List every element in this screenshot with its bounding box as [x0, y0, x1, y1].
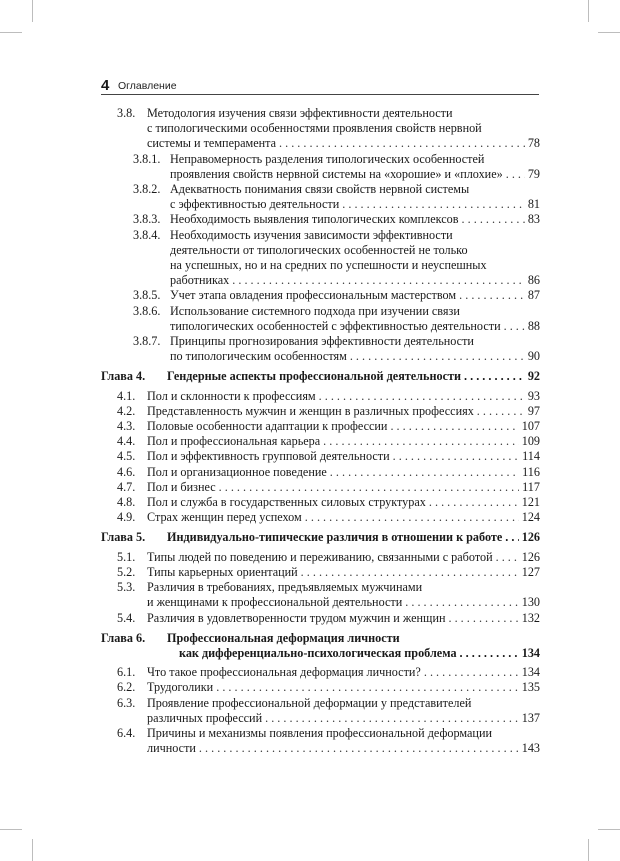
toc-entry-title-line: с типологическими особенностями проявления свойств нервной [147, 121, 482, 136]
toc-entry-number: 5.4. [117, 610, 136, 625]
toc-page-number: 92 [527, 369, 540, 384]
toc-entry-title: по типологическим особенностям [170, 349, 347, 364]
dot-leader [504, 319, 525, 334]
toc-entry-number: 6.1. [117, 665, 136, 680]
toc-entry-title: Пол и служба в государственных силовых структурах [147, 495, 426, 510]
dot-leader [448, 611, 518, 626]
toc-page-number: 127 [521, 564, 540, 579]
toc-entry-number: 4.6. [117, 464, 136, 479]
toc-entry-title-line: Методология изучения связи эффективности деятельности [147, 106, 453, 120]
toc-page-number: 121 [521, 495, 540, 510]
toc-entry-title-line: Принципы прогнозирования эффективности деятельности [170, 334, 474, 349]
toc-entry[interactable] [101, 680, 540, 695]
page-number: 4 [101, 77, 110, 94]
toc-entry-title-line: деятельности от типологических особенностей не только [170, 242, 468, 257]
toc-entry[interactable] [101, 434, 540, 449]
dot-leader [506, 167, 525, 182]
toc-entry-number: 3.8.7. [133, 334, 161, 349]
toc-entry-title-line: Адекватность понимания связи свойств нервной системы [170, 182, 470, 197]
toc-entry[interactable] [101, 449, 540, 464]
toc-entry[interactable] [101, 334, 540, 364]
dot-leader [505, 530, 518, 545]
toc-entry-title: различных профессий [147, 710, 263, 725]
crop-mark-bottom-left-h [0, 829, 22, 830]
toc-chapter[interactable] [101, 369, 540, 384]
toc-entry-number: 6.4. [117, 725, 136, 740]
toc-entry-title: Гендерные аспекты профессиональной деятельности [167, 369, 461, 384]
toc-entry[interactable] [101, 611, 540, 626]
dot-leader [496, 550, 519, 565]
dot-leader [330, 465, 519, 480]
toc-entry-title: Необходимость выявления типологических комплексов [170, 212, 459, 227]
toc-entry-title: Пол и бизнес [147, 479, 216, 494]
toc-entry-number: 5.1. [117, 549, 136, 564]
toc-page-number: 117 [522, 479, 540, 494]
toc-entry[interactable] [101, 480, 540, 495]
toc-entry-title: системы и темперамента [147, 136, 277, 151]
dot-leader [350, 349, 525, 364]
toc-page-number: 130 [521, 595, 540, 610]
toc-entry-number: 5.2. [117, 564, 136, 579]
toc-entry-title: как дифференциально-психологическая проблема [179, 645, 457, 660]
toc-entry-title: Пол и эффективность групповой деятельности [147, 449, 390, 464]
toc-entry-title: Учет этапа овладения профессиональным мастерством [170, 288, 457, 303]
toc-entry-number: 4.9. [117, 510, 136, 525]
toc-page-number: 114 [522, 449, 540, 464]
crop-mark-top-right-v [588, 0, 589, 22]
toc-entry[interactable] [101, 288, 540, 303]
toc-entry[interactable] [101, 665, 540, 680]
toc-entry-title: Половые особенности адаптации к профессии [147, 419, 388, 434]
toc-page-number: 83 [527, 212, 540, 227]
crop-mark-top-left-h [0, 32, 22, 33]
toc-entry[interactable] [101, 152, 540, 182]
dot-leader [393, 449, 520, 464]
toc-entry-title: и женщинами к профессиональной деятельности [147, 595, 403, 610]
toc-entry-title-line: Профессиональная деформация личности [167, 630, 400, 645]
toc-entry-title: Типы карьерных ориентаций [147, 564, 298, 579]
toc-entry[interactable] [101, 726, 540, 756]
toc-entry-number: 3.8.5. [133, 288, 161, 303]
toc-entry[interactable] [101, 419, 540, 434]
toc-page-number: 124 [521, 510, 540, 525]
toc-entry[interactable] [101, 495, 540, 510]
toc-page-number: 126 [521, 530, 540, 545]
crop-mark-bottom-left-v [32, 839, 33, 861]
toc-entry-title: Страх женщин перед успехом [147, 510, 302, 525]
toc-page-number: 90 [527, 349, 540, 364]
dot-leader [459, 288, 525, 303]
toc-page-number: 109 [521, 434, 540, 449]
toc-page-number: 134 [521, 665, 540, 680]
toc-entry-number: 4.8. [117, 495, 136, 510]
toc-page-number: 143 [521, 741, 540, 756]
toc-entry[interactable] [101, 580, 540, 610]
toc-entry[interactable] [101, 465, 540, 480]
toc-entry-title: личности [147, 741, 196, 756]
toc-chapter[interactable] [101, 530, 540, 545]
toc-entry-number: 3.8. [117, 106, 136, 120]
toc-entry-title: Пол и организационное поведение [147, 464, 327, 479]
toc-entry-number: 6.3. [117, 695, 136, 710]
toc-entry-number: 3.8.6. [133, 303, 161, 318]
dot-leader [219, 480, 520, 495]
dot-leader [424, 665, 519, 680]
dot-leader [301, 565, 519, 580]
toc-entry-title: проявления свойств нервной системы на «хорошие» и «плохие» [170, 166, 503, 181]
toc-page-number: 134 [521, 645, 540, 660]
toc-page-number: 81 [527, 197, 540, 212]
toc-entry-title: работниках [170, 273, 230, 288]
toc-entry-number: Глава 4. [101, 369, 146, 384]
crop-mark-top-right-h [598, 32, 620, 33]
toc-entry-number: 4.3. [117, 419, 136, 434]
toc-entry-number: 4.1. [117, 388, 136, 403]
toc-entry-title-line: Необходимость изучения зависимости эффективности [170, 227, 453, 242]
toc-page-number: 132 [521, 610, 540, 625]
crop-mark-bottom-right-v [588, 839, 589, 861]
table-of-contents [101, 106, 540, 756]
toc-chapter[interactable] [101, 631, 540, 661]
toc-entry-number: 4.7. [117, 479, 136, 494]
toc-entry-title: Что такое профессиональная деформация личности? [147, 665, 421, 680]
toc-entry-number: 3.8.3. [133, 212, 161, 227]
dot-leader [464, 369, 525, 384]
toc-entry-number: Глава 6. [101, 630, 146, 645]
toc-page-number: 107 [521, 419, 540, 434]
running-header [101, 79, 539, 93]
toc-entry-title: Пол и профессиональная карьера [147, 434, 321, 449]
toc-entry[interactable] [101, 696, 540, 726]
toc-entry-title-line: на успешных, но и на средних по успешности и неуспешных [170, 258, 487, 273]
toc-page-number: 79 [527, 166, 540, 181]
toc-entry[interactable] [101, 550, 540, 565]
toc-entry-title: Трудоголики [147, 680, 214, 695]
dot-leader [462, 212, 525, 227]
dot-leader [342, 197, 525, 212]
toc-entry-title: Индивидуально-типические различия в отношении к работе [167, 530, 503, 545]
dot-leader [319, 389, 525, 404]
toc-entry[interactable] [101, 389, 540, 404]
toc-entry-title-line: Различия в требованиях, предъявляемых мужчинами [147, 580, 423, 595]
dot-leader [477, 404, 525, 419]
toc-entry[interactable] [101, 182, 540, 212]
toc-entry-title: Типы людей по поведению и переживанию, связанными с работой [147, 549, 493, 564]
dot-leader [279, 136, 525, 151]
toc-entry-number: 4.2. [117, 403, 136, 418]
toc-entry-number: 3.8.4. [133, 227, 161, 242]
dot-leader [199, 741, 519, 756]
dot-leader [405, 595, 518, 610]
dot-leader [305, 510, 519, 525]
toc-entry-title-line: Неправомерность разделения типологических особенностей [170, 151, 485, 166]
dot-leader [460, 646, 519, 661]
toc-entry-title: с эффективностью деятельности [170, 197, 340, 212]
toc-page-number: 137 [521, 710, 540, 725]
toc-entry-title-line: Проявление профессиональной деформации у представителей [147, 695, 472, 710]
dot-leader [265, 711, 519, 726]
toc-entry-title: Различия в удовлетворенности трудом мужчин и женщин [147, 610, 446, 625]
toc-page-number: 78 [527, 136, 540, 151]
toc-entry-title-line: Причины и механизмы появления профессиональной деформации [147, 725, 492, 740]
toc-page-number: 97 [527, 403, 540, 418]
toc-entry-number: 6.2. [117, 680, 136, 695]
toc-entry[interactable] [101, 304, 540, 334]
toc-entry-number: 5.3. [117, 580, 136, 595]
dot-leader [323, 434, 519, 449]
running-title: Оглавление [118, 80, 177, 92]
toc-entry[interactable] [101, 212, 540, 227]
toc-entry-number: 4.4. [117, 434, 136, 449]
toc-entry[interactable] [101, 510, 540, 525]
toc-page-number: 93 [527, 388, 540, 403]
toc-entry-title: Представленность мужчин и женщин в различных профессиях [147, 403, 474, 418]
toc-entry[interactable] [101, 404, 540, 419]
toc-entry[interactable] [101, 228, 540, 289]
toc-page-number: 88 [527, 318, 540, 333]
toc-entry[interactable] [101, 106, 540, 152]
toc-entry-number: Глава 5. [101, 530, 146, 545]
dot-leader [232, 273, 525, 288]
dot-leader [216, 680, 519, 695]
toc-page-number: 135 [521, 680, 540, 695]
toc-page-number: 126 [521, 549, 540, 564]
crop-mark-bottom-right-h [598, 829, 620, 830]
header-rule [101, 94, 539, 95]
toc-entry-title: типологических особенностей с эффективностью деятельности [170, 318, 501, 333]
crop-mark-top-left-v [32, 0, 33, 22]
toc-page-number: 116 [522, 464, 540, 479]
dot-leader [429, 495, 519, 510]
toc-entry-number: 4.5. [117, 449, 136, 464]
toc-entry-number: 3.8.1. [133, 151, 161, 166]
toc-entry-title-line: Использование системного подхода при изучении связи [170, 303, 460, 318]
toc-entry-number: 3.8.2. [133, 182, 161, 197]
toc-entry[interactable] [101, 565, 540, 580]
toc-page-number: 87 [527, 288, 540, 303]
dot-leader [390, 419, 518, 434]
toc-entry-title: Пол и склонности к профессиям [147, 388, 316, 403]
toc-page-number: 86 [527, 273, 540, 288]
